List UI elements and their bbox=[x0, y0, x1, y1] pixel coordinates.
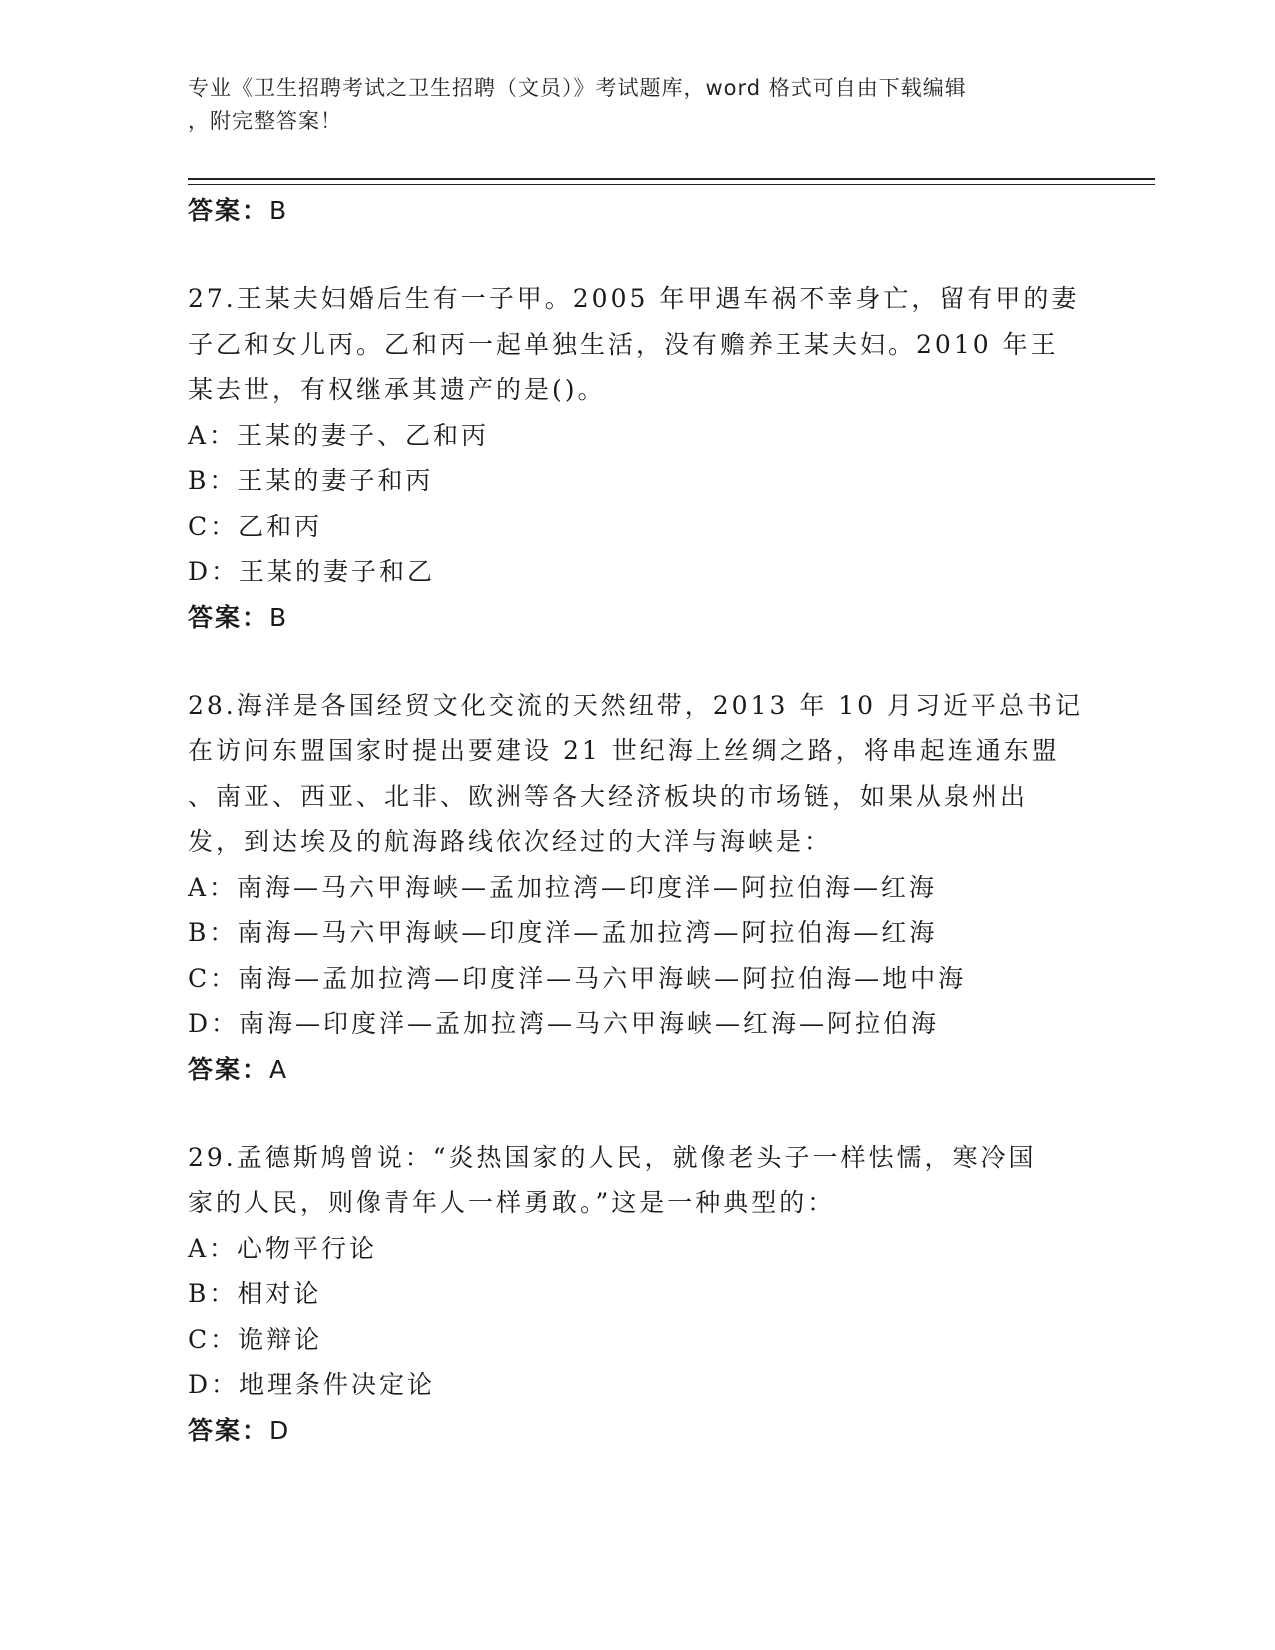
answer-value: D bbox=[269, 1415, 291, 1445]
option-b: B：南海—马六甲海峡—印度洋—孟加拉湾—阿拉伯海—红海 bbox=[188, 918, 938, 947]
answer-line bbox=[188, 1408, 1088, 1454]
page-header bbox=[188, 72, 1088, 138]
stem-line: 28.海洋是各国经贸文化交流的天然纽带，2013 年 10 月习近平总书记 bbox=[188, 690, 1084, 720]
option-d: D：王某的妻子和乙 bbox=[188, 557, 436, 586]
answer-line bbox=[188, 188, 1088, 234]
answer-label: 答案： bbox=[188, 1054, 270, 1084]
question-stem bbox=[188, 1135, 1088, 1226]
stem-line: 某去世，有权继承其遗产的是()。 bbox=[188, 375, 606, 404]
answer-label: 答案： bbox=[188, 602, 270, 632]
option-a: A：王某的妻子、乙和丙 bbox=[188, 420, 490, 450]
answer-label: 答案： bbox=[188, 196, 270, 225]
answer-value: B bbox=[269, 196, 289, 225]
stem-line: 29.孟德斯鸠曾说：“炎热国家的人民，就像老头子一样怯懦，寒冷国 bbox=[188, 1142, 1037, 1172]
document-body bbox=[188, 188, 1088, 1454]
stem-line: 27.王某夫妇婚后生有一子甲。2005 年甲遇车祸不幸身亡，留有甲的妻 bbox=[188, 284, 1080, 313]
answer-label: 答案： bbox=[188, 1415, 270, 1445]
answer-line bbox=[188, 1047, 1088, 1093]
option-b: B：王某的妻子和丙 bbox=[188, 466, 434, 495]
question-28 bbox=[188, 683, 1088, 1093]
option-a: A：南海—马六甲海峡—孟加拉湾—印度洋—阿拉伯海—红海 bbox=[188, 872, 938, 902]
header-line-2: ，附完整答案！ bbox=[188, 109, 342, 133]
option-d: D：南海—印度洋—孟加拉湾—马六甲海峡—红海—阿拉伯海 bbox=[188, 1009, 940, 1038]
question-29 bbox=[188, 1135, 1088, 1454]
question-stem bbox=[188, 276, 1088, 413]
answer-line bbox=[188, 595, 1088, 641]
stem-line: 家的人民，则像青年人一样勇敢。”这是一种典型的： bbox=[188, 1188, 836, 1217]
option-c: C：南海—孟加拉湾—印度洋—马六甲海峡—阿拉伯海—地中海 bbox=[188, 963, 967, 993]
stem-line: 在访问东盟国家时提出要建设 21 世纪海上丝绸之路，将串起连通东盟 bbox=[188, 736, 1060, 765]
stem-line: 子乙和女儿丙。乙和丙一起单独生活，没有赡养王某夫妇。2010 年王 bbox=[188, 329, 1059, 359]
header-divider-thick bbox=[188, 178, 1155, 180]
question-27 bbox=[188, 276, 1088, 641]
header-line-1: 专业《卫生招聘考试之卫生招聘（文员）》考试题库，word 格式可自由下载编辑 bbox=[188, 76, 967, 100]
stem-line: 、南亚、西亚、北非、欧洲等各大经济板块的市场链，如果从泉州出 bbox=[188, 781, 1029, 811]
option-b: B：相对论 bbox=[188, 1279, 322, 1308]
question-stem bbox=[188, 683, 1088, 865]
answer-value: A bbox=[269, 1054, 289, 1084]
option-c: C：乙和丙 bbox=[188, 511, 323, 541]
option-c: C：诡辩论 bbox=[188, 1324, 323, 1354]
option-a: A：心物平行论 bbox=[188, 1233, 378, 1263]
header-divider-thin bbox=[188, 184, 1155, 185]
stem-line: 发，到达埃及的航海路线依次经过的大洋与海峡是： bbox=[188, 827, 833, 856]
answer-value: B bbox=[269, 602, 289, 632]
option-d: D：地理条件决定论 bbox=[188, 1370, 436, 1399]
